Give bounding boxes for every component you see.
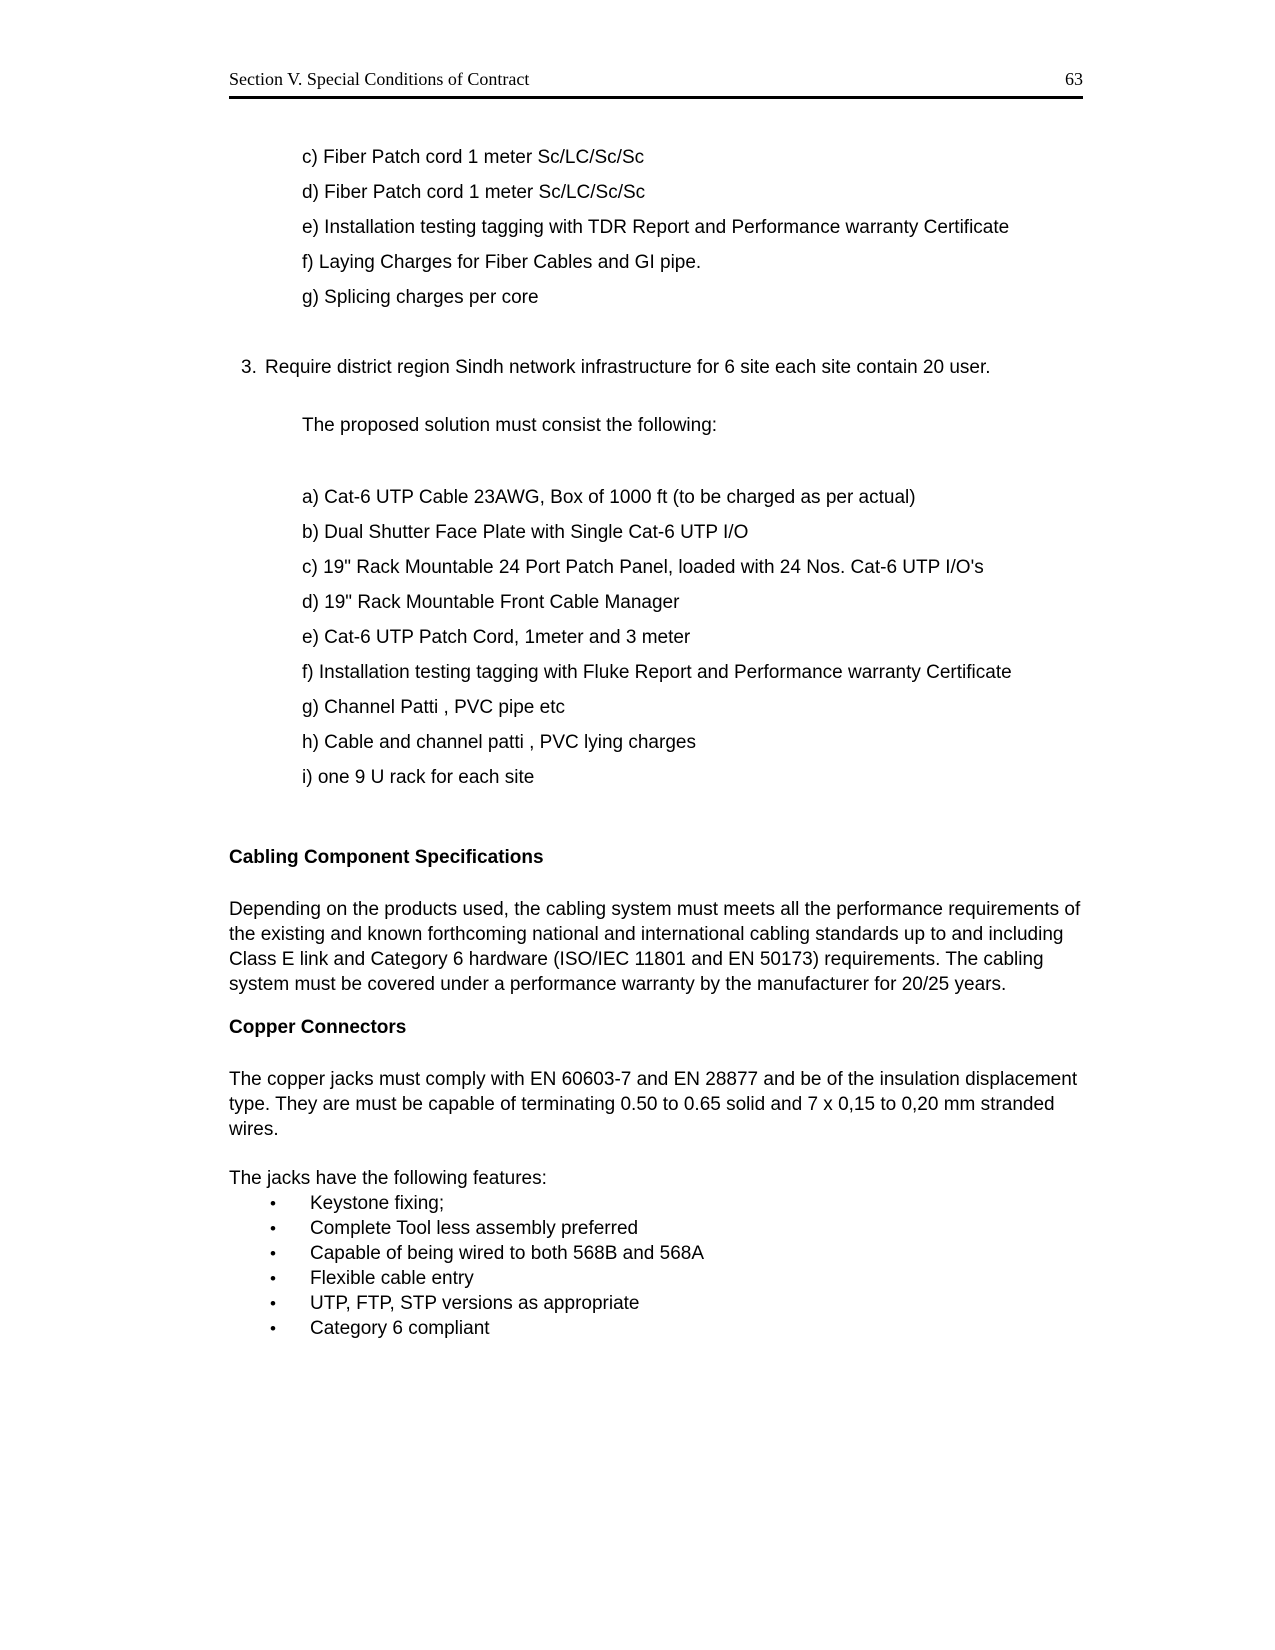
list-item: g) Channel Patti , PVC pipe etc xyxy=(302,697,565,718)
list-item: b) Dual Shutter Face Plate with Single Cat-6 UTP I/O xyxy=(302,522,749,543)
list-item xyxy=(229,1241,1083,1266)
bullet-icon: • xyxy=(270,1219,276,1238)
bullet-icon: • xyxy=(270,1194,276,1213)
solution-items-list xyxy=(302,485,1083,790)
feature-text: Complete Tool less assembly preferred xyxy=(310,1218,639,1239)
list-item: c) 19" Rack Mountable 24 Port Patch Panel, loaded with 24 Nos. Cat-6 UTP I/O's xyxy=(302,557,984,578)
list-item xyxy=(229,1316,1083,1341)
list-item: e) Installation testing tagging with TDR Report and Performance warranty Certificate xyxy=(302,217,1010,238)
list-item: h) Cable and channel patti , PVC lying charges xyxy=(302,732,696,753)
feature-text: Flexible cable entry xyxy=(310,1268,474,1289)
feature-text: Capable of being wired to both 568B and 568A xyxy=(310,1243,705,1264)
feature-text: Category 6 compliant xyxy=(310,1318,490,1339)
list-item xyxy=(229,1191,1083,1216)
jack-features-intro: The jacks have the following features: xyxy=(229,1168,547,1189)
list-item: f) Laying Charges for Fiber Cables and GI pipe. xyxy=(302,252,702,273)
bullet-icon: • xyxy=(270,1319,276,1338)
list-item: d) Fiber Patch cord 1 meter Sc/LC/Sc/Sc xyxy=(302,182,646,203)
bullet-icon: • xyxy=(270,1244,276,1263)
feature-text: Keystone fixing; xyxy=(310,1193,445,1214)
bullet-icon: • xyxy=(270,1269,276,1288)
page-header xyxy=(229,68,1083,99)
bullet-icon: • xyxy=(270,1294,276,1313)
list-item xyxy=(229,1291,1083,1316)
list-item: e) Cat-6 UTP Patch Cord, 1meter and 3 meter xyxy=(302,627,691,648)
item-text: Require district region Sindh network infrastructure for 6 site each site contain 20 user. xyxy=(265,357,991,378)
cabling-specs-paragraph: Depending on the products used, the cabling system must meets all the performance requirements of the existing and known forthcoming national and international cabling standards up to and including Class E link and Category 6 hardware (ISO/IEC 11801 and EN 50173) requirements. The cabling system must be covered under a performance warranty by the manufacturer for 20/25 years. xyxy=(229,899,1081,995)
list-item: a) Cat-6 UTP Cable 23AWG, Box of 1000 ft (to be charged as per actual) xyxy=(302,487,916,508)
page-number: 63 xyxy=(1065,69,1083,89)
copper-connectors-paragraph: The copper jacks must comply with EN 60603-7 and EN 28877 and be of the insulation displacement type. They are must be capable of terminating 0.50 to 0.65 solid and 7 x 0,15 to 0,20 mm stranded wires. xyxy=(229,1069,1078,1140)
list-item: i) one 9 U rack for each site xyxy=(302,767,535,788)
list-item xyxy=(229,1216,1083,1241)
list-item: f) Installation testing tagging with Fluke Report and Performance warranty Certificate xyxy=(302,662,1012,683)
list-item: g) Splicing charges per core xyxy=(302,287,539,308)
item-number: 3. xyxy=(241,357,257,378)
heading-copper-connectors: Copper Connectors xyxy=(229,1017,407,1038)
header-title: Section V. Special Conditions of Contract xyxy=(229,69,530,89)
list-item: d) 19" Rack Mountable Front Cable Manager xyxy=(302,592,680,613)
jack-features-list xyxy=(229,1191,1083,1341)
feature-text: UTP, FTP, STP versions as appropriate xyxy=(310,1293,640,1314)
numbered-item-3 xyxy=(241,355,1083,380)
proposed-solution-intro: The proposed solution must consist the following: xyxy=(302,415,718,436)
list-item: c) Fiber Patch cord 1 meter Sc/LC/Sc/Sc xyxy=(302,147,645,168)
fiber-items-list xyxy=(302,145,1083,310)
list-item xyxy=(229,1266,1083,1291)
heading-cabling-component-specifications: Cabling Component Specifications xyxy=(229,847,544,868)
